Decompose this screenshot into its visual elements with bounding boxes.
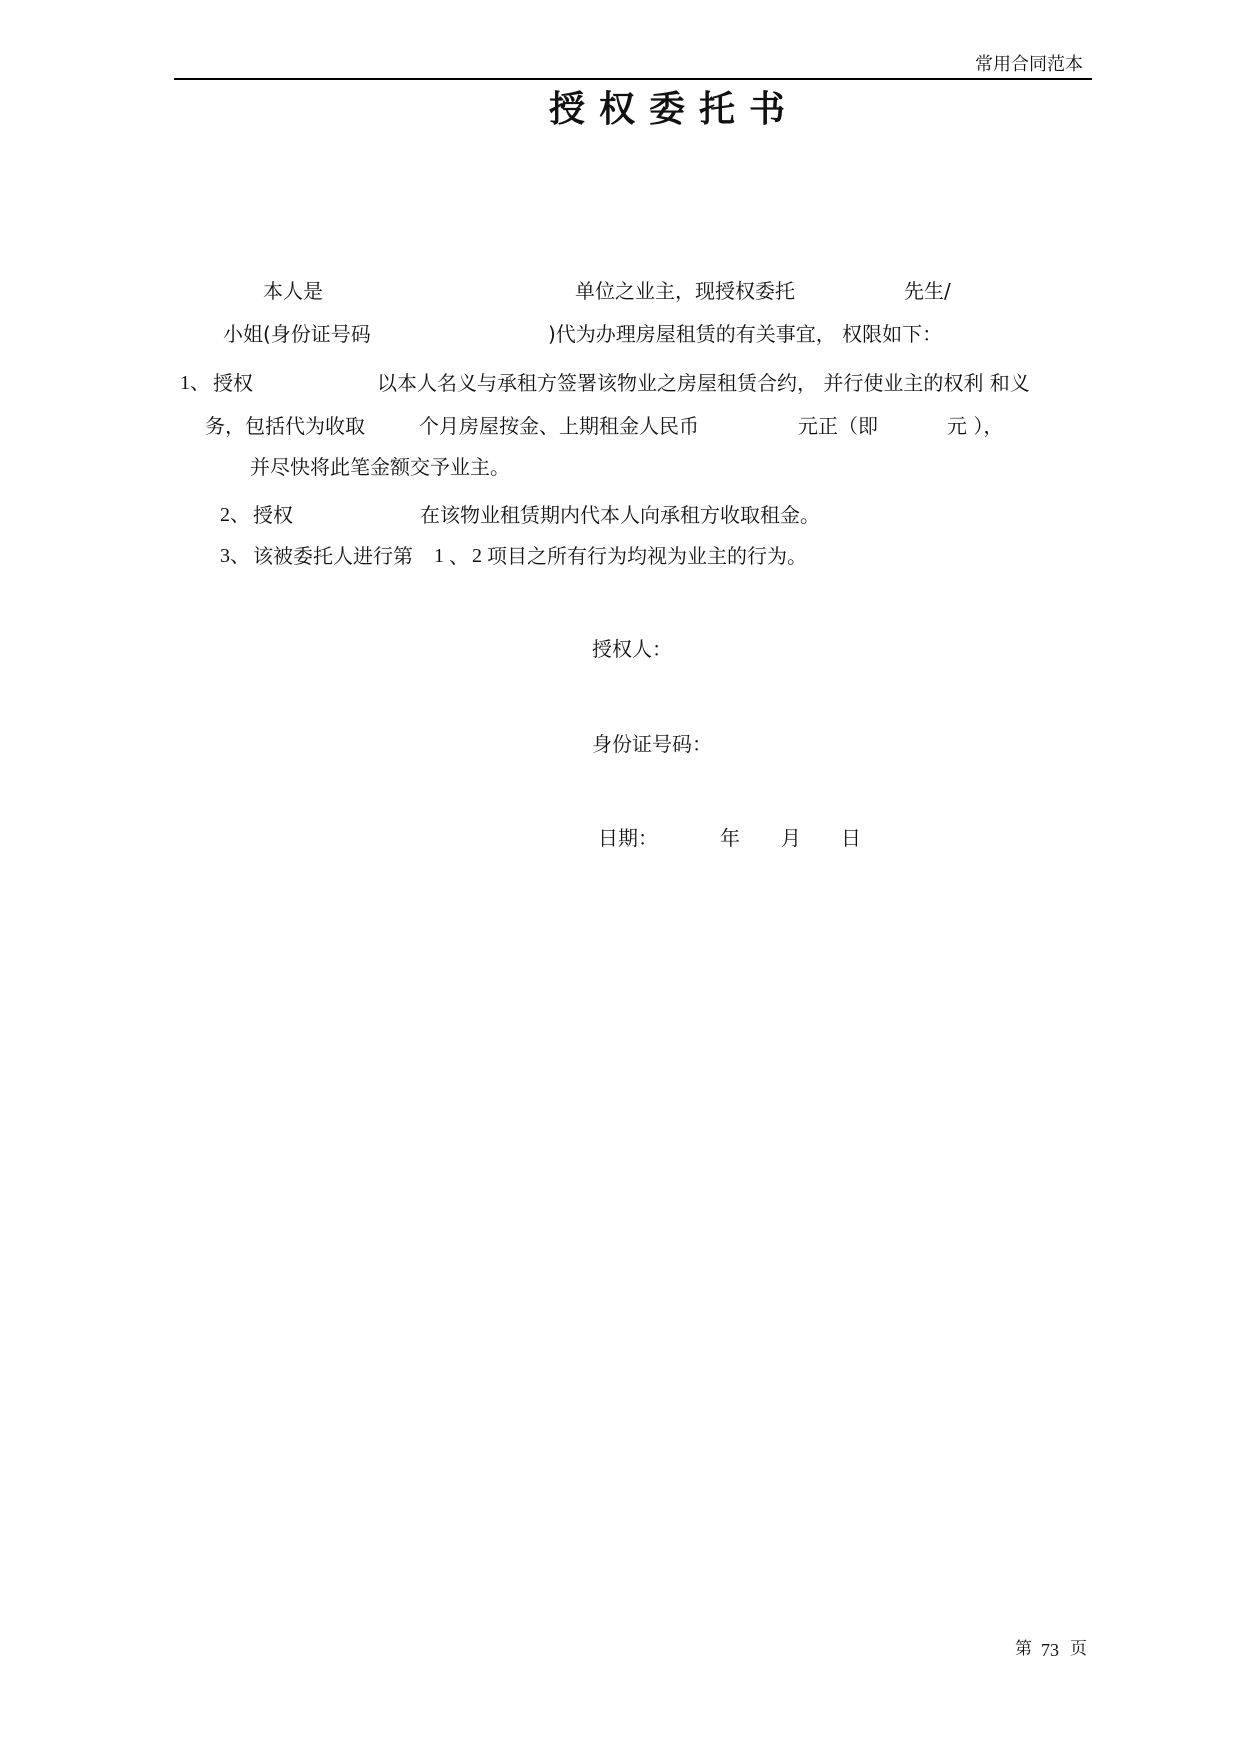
date-year: 年: [720, 826, 740, 850]
date-label: 日期：: [598, 826, 658, 850]
clause-1-text-6: 元 ），: [947, 414, 1004, 438]
page-label-prefix: 第: [1015, 1639, 1032, 1659]
intro-text-1: 本人是: [263, 279, 323, 303]
clause-1-text-2: 以本人名义与承租方签署该物业之房屋租赁合约， 并行使业主的权利 和义: [377, 371, 1030, 395]
page-label-suffix: 页: [1070, 1639, 1087, 1659]
grantor-label: 授权人：: [592, 637, 672, 661]
clause-3-text-2: 项目之所有行为均视为业主的行为。: [487, 544, 807, 568]
page-number: 73: [1041, 1640, 1059, 1660]
clause-2-number: 2、: [220, 504, 250, 526]
clause-1-text-1: 授权: [213, 371, 253, 395]
clause-2-text-1: 授权: [253, 503, 293, 527]
intro-text-4: 小姐(身份证号码: [223, 322, 371, 346]
clause-3-item-2: 2: [472, 545, 482, 567]
header-title: 常用合同范本: [975, 54, 1083, 75]
id-number-label: 身份证号码：: [592, 732, 712, 756]
clause-1-text-3: 务，包括代为收取: [205, 414, 365, 438]
header-rule: [174, 78, 1092, 80]
clause-1-text-4: 个月房屋按金、上期租金人民币: [419, 414, 699, 438]
intro-text-3: 先生/: [904, 279, 951, 303]
clause-2-text-2: 在该物业租赁期内代本人向承租方收取租金。: [420, 503, 820, 527]
clause-1-number: 1、: [180, 372, 210, 394]
date-month: 月: [781, 826, 801, 850]
clause-1-text-5: 元正（即: [798, 414, 878, 438]
document-title: 授权委托书: [549, 89, 800, 130]
clause-3-item-1: 1: [434, 545, 444, 567]
intro-text-5: )代为办理房屋租赁的有关事宜， 权限如下：: [548, 322, 943, 346]
date-day: 日: [841, 826, 861, 850]
clause-3-number: 3、: [220, 545, 250, 567]
clause-3-separator: 、: [449, 544, 469, 568]
clause-3-text-1: 该被委托人进行第: [253, 544, 413, 568]
intro-text-2: 单位之业主，现授权委托: [575, 279, 795, 303]
clause-1-text-7: 并尽快将此笔金额交予业主。: [250, 455, 510, 479]
